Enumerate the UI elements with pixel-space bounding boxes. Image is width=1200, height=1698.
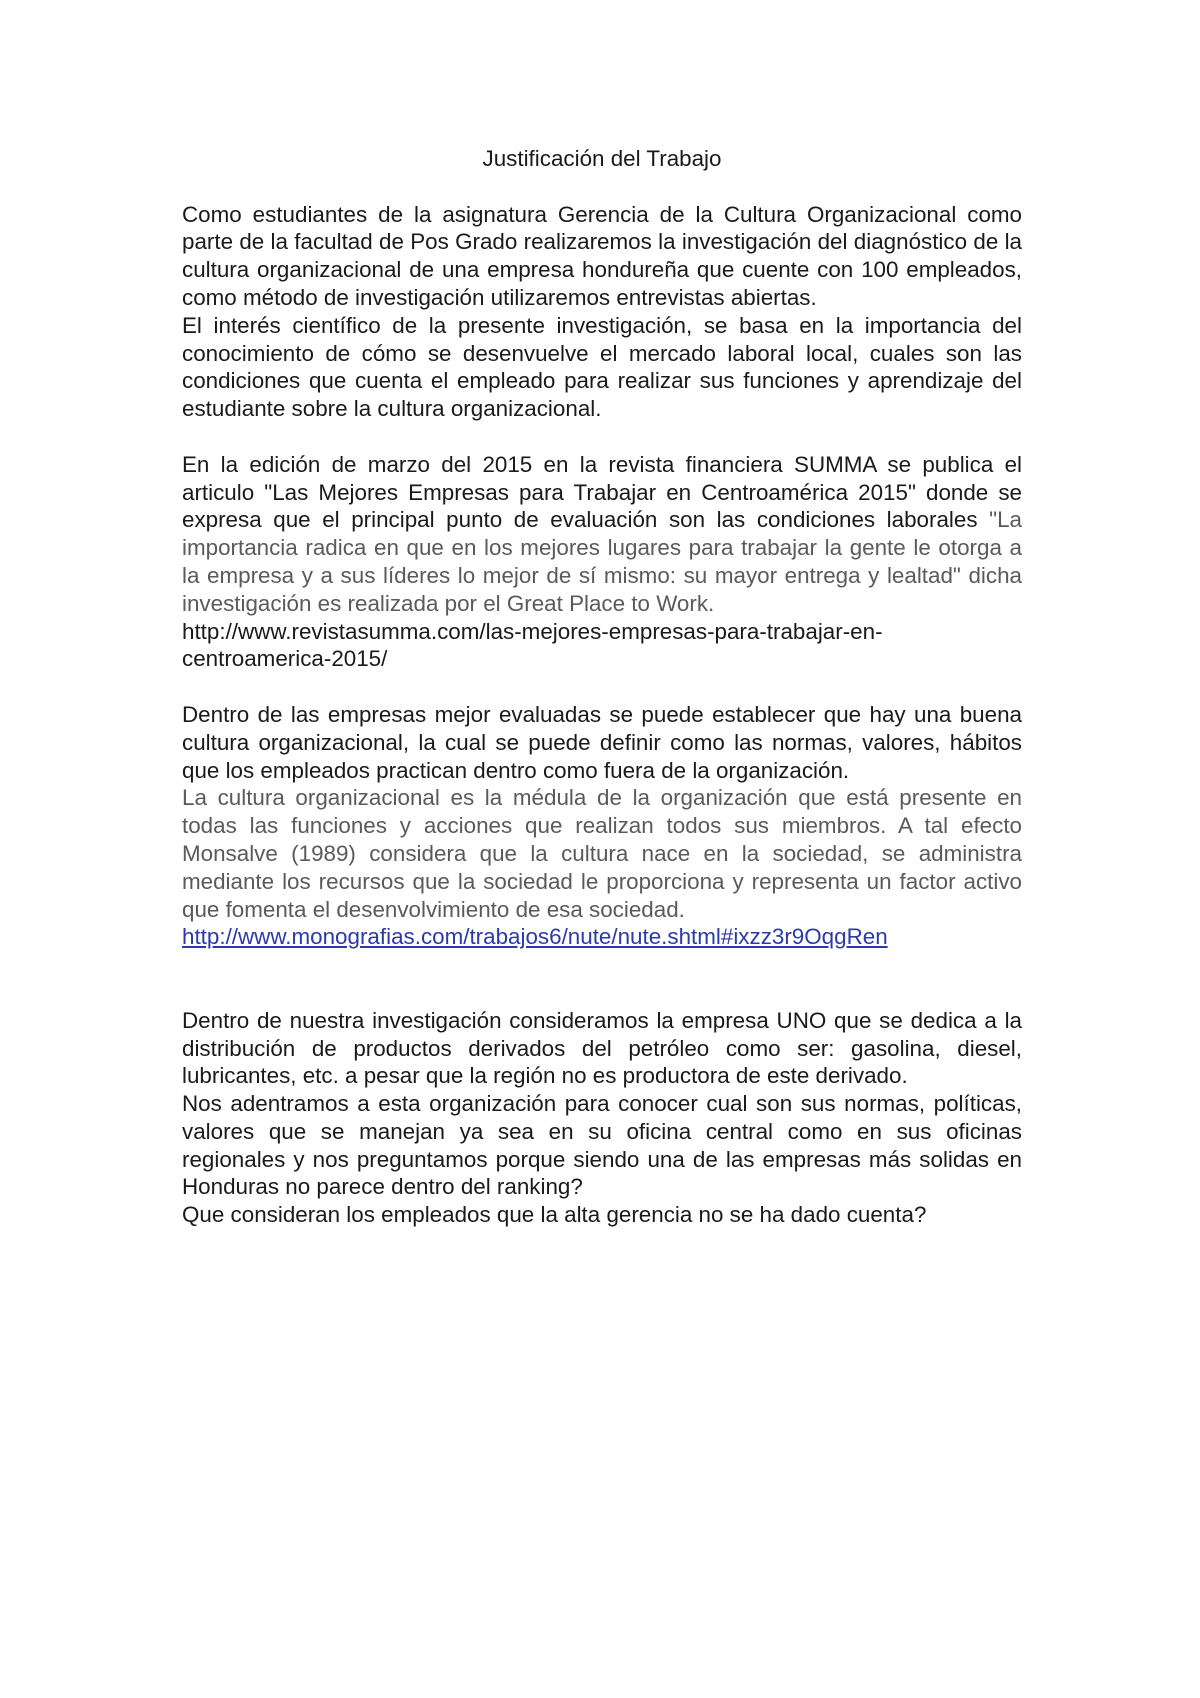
paragraph-culture-definition: La cultura organizacional es la médula de la organización que está presente en todas las funciones y acciones que realizan todos sus miembros. A tal efecto Monsalve (1989) considera que la cultura nace en la sociedad, se administra mediante los recursos que la sociedad le proporciona y representa un factor activo que fomenta el desenvolvimiento de esa sociedad. [182,785,1022,922]
summa-article-intro: En la edición de marzo del 2015 en la revista financiera SUMMA se publica el articulo "Las Mejores Empresas para Trabajar en Centroamérica 2015" donde se expresa que el principal punto de evaluación son las condiciones laborales [182,451,1022,533]
spacer [182,951,1022,1007]
summa-article-quote: "La importancia radica en que en los mejores lugares para trabajar la gente le otorga a la empresa y a sus líderes lo mejor de sí mismo: su mayor entrega y lealtad" dicha investigación es realizada por el Great Place to Work. [182,507,1022,616]
paragraph-best-companies: Dentro de las empresas mejor evaluadas se puede establecer que hay una buena cultura organizacional, la cual se puede definir como las normas, valores, hábitos que los empleados practican dentro como fuera de la organización. [182,701,1022,783]
paragraph-intro: Como estudiantes de la asignatura Gerencia de la Cultura Organizacional como parte de la facultad de Pos Grado realizaremos la investigación del diagnóstico de la cultura organizacional de una empresa hondureña que cuente con 100 empleados, como método de investigación utilizaremos entrevistas abiertas. [182,201,1022,310]
document-title: Justificación del Trabajo [482,146,722,171]
spacer [182,423,1022,451]
url-revistasumma: http://www.revistasumma.com/las-mejores-empresas-para-trabajar-en-centroamerica-2015/ [182,618,883,672]
document-body [182,145,1022,1229]
paragraph-closing-question: Que consideran los empleados que la alta gerencia no se ha dado cuenta? [182,1202,927,1228]
url-monografias-paragraph [182,923,1022,951]
paragraph-empresa-uno: Dentro de nuestra investigación consideramos la empresa UNO que se dedica a la distribución de productos derivados del petróleo como ser: gasolina, diesel, lubricantes, etc. a pesar que la región no es productora de este derivado. [182,1007,1022,1089]
paragraph-summa-article [182,451,1022,618]
spacer [182,673,1022,701]
paragraph-organization-inquiry: Nos adentramos a esta organización para conocer cual son sus normas, políticas, valores que se manejan ya sea en su oficina central como en sus oficinas regionales y nos preguntamos porque siendo una de las empresas más solidas en Honduras no parece dentro del ranking? [182,1091,1022,1200]
link-monografias[interactable]: http://www.monografias.com/trabajos6/nute/nute.shtml#ixzz3r9OqgRen [182,924,888,950]
paragraph-scientific-interest: El interés científico de la presente investigación, se basa en la importancia del conocimiento de cómo se desenvuelve el mercado laboral local, cuales son las condiciones que cuenta el empleado para realizar sus funciones y aprendizaje del estudiante sobre la cultura organizacional. [182,312,1022,422]
